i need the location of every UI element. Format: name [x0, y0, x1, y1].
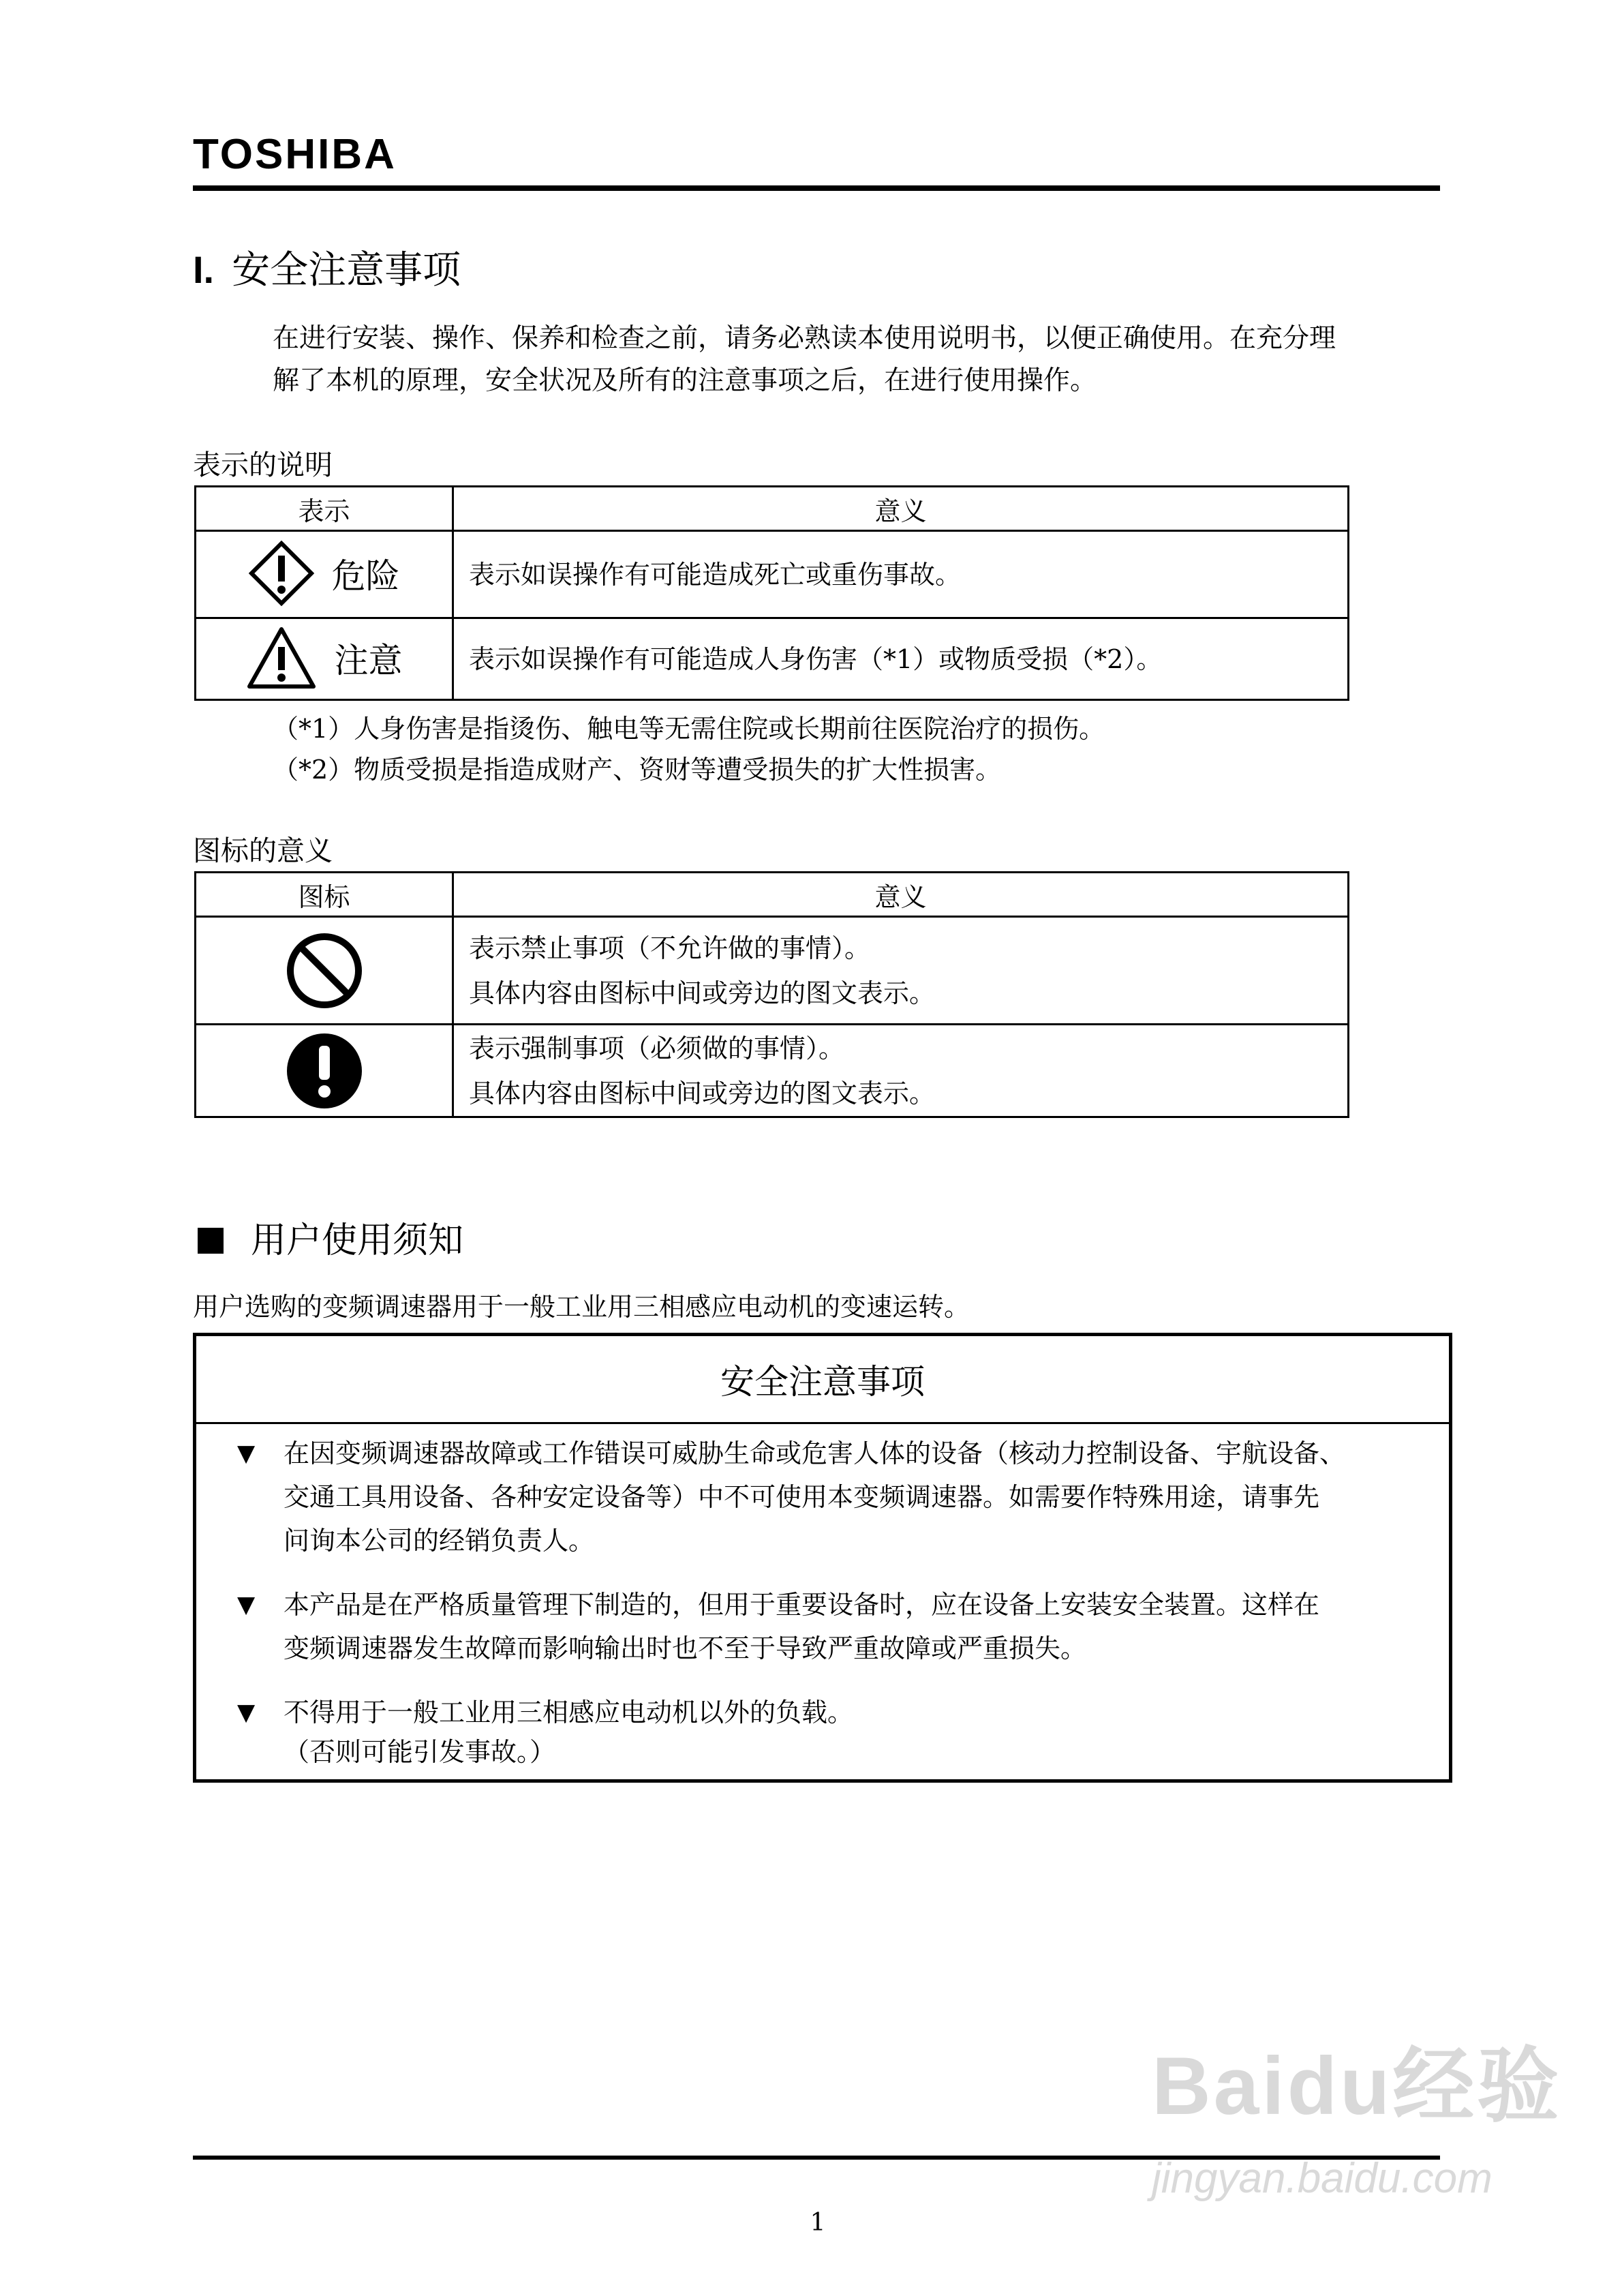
black-square-icon [198, 1228, 224, 1254]
watermark-brand: Baidu经验 [1152, 2040, 1562, 2132]
table-row [196, 531, 1349, 618]
display-col-header: 意义 [453, 487, 1349, 531]
table-row [196, 618, 1349, 700]
baidu-watermark [1152, 2040, 1562, 2203]
list-item [237, 1691, 1426, 1770]
meaning-line: 具体内容由图标中间或旁边的图文表示。 [469, 1078, 936, 1108]
section-title [193, 248, 461, 292]
caution-sign-cell [196, 618, 453, 700]
prohibition-icon [286, 932, 363, 1010]
danger-diamond-icon [249, 541, 314, 606]
item-line: 问询本公司的经销负责人。 [284, 1526, 595, 1556]
caution-meaning: 表示如误操作有可能造成人身伤害（*1）或物质受损（*2）。 [453, 618, 1349, 700]
triangle-bullet-icon: ▼ [237, 1699, 256, 1726]
section-number: I. [193, 248, 215, 291]
caution-label: 注意 [334, 640, 403, 680]
notice-intro: 用户选购的变频调速器用于一般工业用三相感应电动机的变速运转。 [193, 1292, 970, 1322]
notice-title-text: 用户使用须知 [251, 1220, 464, 1261]
page-number: 1 [810, 2209, 826, 2237]
prohibition-meaning [453, 917, 1349, 1025]
watermark-url: jingyan.baidu.com [1152, 2155, 1493, 2202]
list-item [237, 1432, 1426, 1562]
danger-sign-cell [196, 531, 453, 618]
item-line: （否则可能引发事故。） [284, 1737, 556, 1767]
section-intro [273, 318, 1441, 402]
safety-box-title: 安全注意事项 [196, 1336, 1449, 1424]
header-rule [193, 185, 1440, 191]
section-title-text: 安全注意事项 [232, 248, 461, 292]
footnote-1: （*1）人身伤害是指烫伤、触电等无需住院或长期前往医院治疗的损伤。 [273, 714, 1105, 744]
icon-col-header: 意义 [453, 873, 1349, 917]
intro-line: 解了本机的原理，安全状况及所有的注意事项之后，在进行使用操作。 [273, 365, 1097, 396]
mandatory-icon-cell [196, 1025, 453, 1117]
danger-label: 危险 [331, 556, 400, 596]
list-item [237, 1583, 1426, 1670]
prohibition-icon-cell [196, 917, 453, 1025]
item-line: 在因变频调速器故障或工作错误可威胁生命或危害人体的设备（核动力控制设备、宇航设备、 [284, 1438, 1346, 1468]
triangle-bullet-icon: ▼ [237, 1440, 256, 1467]
toshiba-logo: TOSHIBA [193, 131, 397, 178]
item-line: 变频调速器发生故障而影响输出时也不至于导致严重故障或严重损失。 [284, 1633, 1087, 1663]
table-row [196, 917, 1349, 1025]
mandatory-meaning [453, 1025, 1349, 1117]
mandatory-icon [286, 1032, 363, 1110]
danger-meaning: 表示如误操作有可能造成死亡或重伤事故。 [453, 531, 1349, 618]
meaning-line: 表示强制事项（必须做的事情）。 [469, 1033, 845, 1063]
footnote-2: （*2）物质受损是指造成财产、资财等遭受损失的扩大性损害。 [273, 755, 1002, 785]
table-row [196, 1025, 1349, 1117]
item-line: 本产品是在严格质量管理下制造的，但用于重要设备时，应在设备上安装安全装置。这样在 [284, 1590, 1320, 1620]
safety-notice-box [193, 1333, 1452, 1783]
display-table-heading: 表示的说明 [193, 449, 333, 481]
meaning-line: 表示禁止事项（不允许做的事情）。 [469, 933, 871, 963]
icon-table-heading: 图标的意义 [193, 834, 333, 867]
item-line: 不得用于一般工业用三相感应电动机以外的负载。 [284, 1697, 854, 1727]
notice-title [198, 1220, 464, 1261]
icon-col-header: 图标 [196, 873, 453, 917]
intro-line: 在进行安装、操作、保养和检查之前，请务必熟读本使用说明书，以便正确使用。在充分理 [273, 323, 1336, 354]
warning-triangle-icon [246, 625, 317, 691]
meaning-line: 具体内容由图标中间或旁边的图文表示。 [469, 978, 936, 1008]
icon-table [194, 871, 1349, 1118]
item-line: 交通工具用设备、各种安定设备等）中不可使用本变频调速器。如需要作特殊用途，请事先 [284, 1482, 1320, 1512]
display-table [194, 485, 1349, 701]
display-col-header: 表示 [196, 487, 453, 531]
triangle-bullet-icon: ▼ [237, 1591, 256, 1618]
